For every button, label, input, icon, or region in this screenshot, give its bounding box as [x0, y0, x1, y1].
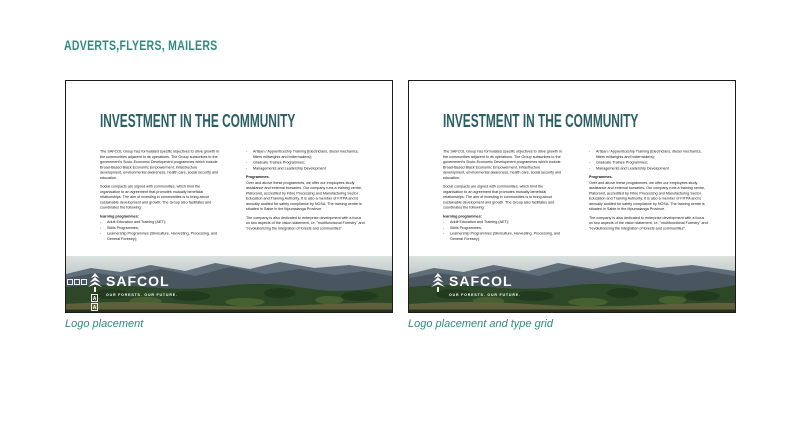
flyer-card-logo-placement — [65, 80, 393, 313]
logo-wordmark: SAFCOL — [106, 273, 170, 289]
paragraph: The company is also dedicated to enterprise development with a focus on two aspects of the vision statement, i.e, "multifunctional Forestry" and "revolutionizing the integration of forests and communities". — [246, 215, 365, 231]
list-heading: Programmes. — [246, 174, 270, 180]
list-item — [443, 220, 562, 225]
paragraph: Over and above these programmes, we offer our employees study assistance and external bursaries. Our company runs a training centre, Platorand, accredited by Fibre Processing and Manufacturing Sector Education and Training Authority. It is also a member of FITPA and is annually audited for safety compliance by NOSA. The training centre is situated in Sabie in the Mpumalanga Province. — [246, 180, 363, 212]
bullet-dash: - — [589, 160, 591, 165]
list-item — [100, 225, 219, 230]
bullet-text: Managements and Leadership Development — [596, 165, 669, 171]
flyer-body-left-column — [100, 149, 219, 242]
tree-icon — [87, 273, 103, 293]
list-heading: learning programmes: — [443, 213, 483, 219]
logo-tagline: OUR FORESTS. OUR FUTURE. — [106, 293, 178, 297]
page-title: ADVERTS,FLYERS, MAILERS — [64, 37, 218, 53]
caption-logo-placement-type-grid: Logo placement and type grid — [408, 318, 553, 330]
logo-clearspace-grid-vertical — [91, 294, 98, 311]
bullet-text: Skills Programmes; — [450, 225, 482, 230]
bullet-text: Managements and Leadership Development — [253, 165, 326, 171]
bullet-text: Skills Programmes; — [107, 225, 139, 230]
clearspace-box — [81, 279, 87, 285]
list-item — [100, 231, 219, 242]
flyer-body — [100, 149, 370, 242]
flyer-body-right-column — [589, 149, 708, 242]
flyer-body-right-column — [246, 149, 365, 242]
list-item — [443, 231, 562, 242]
bullet-dash: - — [443, 219, 445, 225]
tree-icon — [430, 273, 446, 293]
bullet-dash: - — [589, 149, 591, 154]
bullet-dash: - — [589, 165, 591, 171]
paragraph: Social compacts are signed with communities, which bind the organisation to an agreement that promotes mutually beneficial relationships. The aim of investing in communities is to bring about sustainable development and growth. The Group also facilitates and coordinates the following — [100, 184, 212, 210]
paragraph: The SAFCOL Group has formulated specific objectives to drive growth in the communities adjacent to its operations. The Group subscribes to the government's Socio-Economic Development programmes which include Broad-Based Black Economic Empowerment, infrastructure development, environmental awareness, health care, social security and education. — [443, 149, 562, 180]
flyer-card-logo-placement-type-grid — [408, 80, 736, 313]
bullet-dash: - — [100, 219, 102, 225]
list-item — [589, 166, 708, 171]
clearspace-box: A — [92, 296, 97, 302]
bullet-dash: - — [443, 225, 445, 230]
bullet-text: Graduate Trainee Programmes; — [596, 160, 648, 165]
flyer-headline: INVESTMENT IN THE COMMUNITY — [443, 111, 639, 131]
bullet-text: Adult Education and Training (AET); — [450, 219, 509, 225]
flyer-headline: INVESTMENT IN THE COMMUNITY — [100, 111, 296, 131]
list-item — [246, 149, 365, 160]
paragraph: The company is also dedicated to enterprise development with a focus on two aspects of the vision statement, i.e, "multifunctional Forestry" and "revolutionizing the integration of forests and communities". — [589, 215, 708, 231]
bullet-text: Graduate Trainee Programmes; — [253, 160, 305, 165]
bullet-text: Artisan / Apprenticeship Training (Electricians, diesel mechanics, fitters millwrights and boilermakers); — [253, 149, 359, 159]
bullet-dash: - — [443, 231, 445, 236]
list-item — [246, 160, 365, 165]
flyer-body-left-column — [443, 149, 562, 242]
bullet-text: Learnership Programmes (Silviculture, Harvesting, Processing, and General Forestry); — [450, 231, 561, 241]
clearspace-box — [74, 279, 80, 285]
logo-tagline: OUR FORESTS. OUR FUTURE. — [449, 293, 521, 297]
bullet-text: Adult Education and Training (AET); — [107, 219, 166, 225]
safcol-logo — [87, 273, 178, 297]
clearspace-box — [67, 279, 73, 285]
caption-logo-placement: Logo placement — [65, 318, 144, 330]
list-item — [589, 160, 708, 165]
clearspace-box: A — [92, 305, 97, 311]
bullet-dash: - — [246, 160, 248, 165]
list-heading: learning programmes: — [100, 213, 140, 219]
forest-landscape-photo — [66, 256, 392, 312]
logo-clearspace-grid-horizontal — [67, 279, 87, 285]
bullet-dash: - — [246, 165, 248, 171]
paragraph: Social compacts are signed with communities, which bind the organisation to an agreement that promotes mutually beneficial relationships. The aim of investing in communities is to bring about sustainable development and growth. The Group also facilitates and coordinates the following — [443, 184, 555, 210]
bullet-dash: - — [100, 225, 102, 230]
paragraph: The SAFCOL Group has formulated specific objectives to drive growth in the communities adjacent to its operations. The Group subscribes to the government's Socio-Economic Development programmes which include Broad-Based Black Economic Empowerment, infrastructure development, environmental awareness, health care, social security and education. — [100, 149, 219, 180]
logo-wordmark: SAFCOL — [449, 273, 513, 289]
forest-landscape-photo — [409, 256, 735, 312]
paragraph: Over and above these programmes, we offer our employees study assistance and external bursaries. Our company runs a training centre, Platorand, accredited by Fibre Processing and Manufacturing Sector Education and Training Authority. It is also a member of FITPA and is annually audited for safety compliance by NOSA. The training centre is situated in Sabie in the Mpumalanga Province. — [589, 180, 706, 212]
bullet-dash: - — [246, 149, 248, 154]
list-item — [443, 225, 562, 230]
bullet-text: Artisan / Apprenticeship Training (Electricians, diesel mechanics, fitters millwrights and boilermakers); — [596, 149, 702, 159]
list-item — [246, 166, 365, 171]
list-item — [100, 220, 219, 225]
safcol-logo — [430, 273, 521, 297]
bullet-dash: - — [100, 231, 102, 236]
list-item — [589, 149, 708, 160]
bullet-text: Learnership Programmes (Silviculture, Harvesting, Processing, and General Forestry); — [107, 231, 218, 241]
flyer-body — [443, 149, 713, 242]
list-heading: Programmes. — [589, 174, 613, 180]
